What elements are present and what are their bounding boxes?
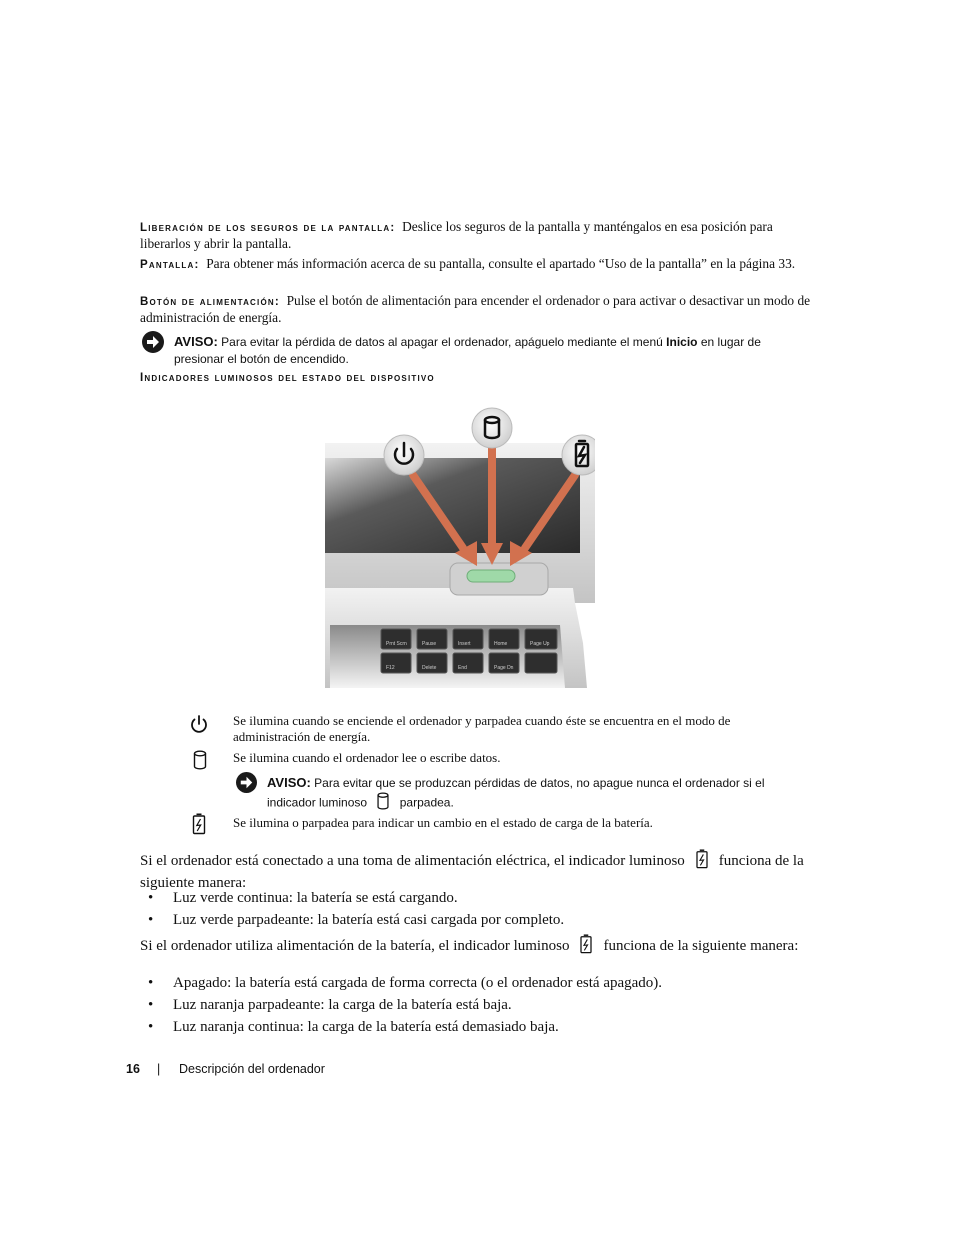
battery-icon (192, 813, 206, 840)
notice-1-label: AVISO: (174, 334, 218, 349)
text-boton: Pulse el botón de alimentación para encender el ordenador o para activar o desactivar un modo de administración de energía. (140, 293, 811, 326)
heading-indicadores: Indicadores luminosos del estado del dispositivo (140, 372, 435, 384)
key-label: Page Dn (494, 665, 514, 671)
text-pantalla: Para obtener más información acerca de su pantalla, consulte el apartado “Uso de la pantalla” en la página 33. (206, 256, 796, 271)
batt-text-a: Si el ordenador utiliza alimentación de la batería, el indicador luminoso (140, 938, 570, 955)
key-label: End (458, 665, 467, 671)
battery-indicator-desc: Se ilumina o parpadea para indicar un cambio en el estado de carga de la batería. (233, 815, 653, 830)
battery-icon (695, 849, 709, 875)
list-item: • Luz naranja parpadeante: la carga de la batería está baja. (148, 997, 512, 1013)
hard-drive-icon (376, 792, 390, 815)
ac-paragraph (140, 849, 820, 892)
key-label: F12 (386, 665, 395, 671)
notice-1-bold: Inicio (666, 335, 698, 349)
heading-boton: Botón de alimentación: (140, 296, 280, 308)
key-label: Home (494, 641, 508, 647)
ac-text-a: Si el ordenador está conectado a una toma de alimentación eléctrica, el indicador luminoso (140, 853, 685, 870)
list-item: • Luz naranja continua: la carga de la batería está demasiado baja. (148, 1019, 559, 1035)
key-label: Prnt Scrn (386, 641, 407, 647)
notice-2-label: AVISO: (267, 775, 311, 790)
notice-2 (267, 774, 797, 815)
battery-paragraph (140, 934, 820, 960)
para-pantalla (140, 256, 812, 273)
heading-liberacion: Liberación de los seguros de la pantalla: (140, 222, 396, 234)
footer-title: Descripción del ordenador (179, 1062, 325, 1076)
drive-indicator-desc: Se ilumina cuando el ordenador lee o escribe datos. (233, 750, 501, 765)
batt-text-b: funciona de la siguiente manera: (603, 938, 799, 955)
ac-text-b: funciona de la siguiente manera: (140, 853, 804, 891)
heading-pantalla: Pantalla: (140, 259, 200, 271)
power-icon (189, 714, 209, 739)
page-number: 16 (126, 1062, 140, 1076)
key-label: Pause (422, 641, 437, 647)
list-item: • Luz verde parpadeante: la batería está casi cargada por completo. (148, 912, 565, 928)
notice-1-text-a: Para evitar la pérdida de datos al apagar el ordenador, apáguelo mediante el menú (221, 335, 663, 349)
hard-drive-icon (193, 750, 207, 775)
notice-1 (174, 333, 814, 368)
power-indicator-desc: Se ilumina cuando se enciende el ordenador y parpadea cuando éste se encuentra en el modo de administración de energía. (233, 713, 731, 744)
notice-arrow-icon (142, 331, 164, 353)
battery-icon (579, 934, 593, 960)
list-item: • Apagado: la batería está cargada de forma correcta (o el ordenador está apagado). (148, 975, 663, 991)
text-liberacion: Deslice los seguros de la pantalla y manténgalos en esa posición para liberarlos y abrir la pantalla. (140, 219, 773, 252)
notice-2-text-b: parpadea. (399, 795, 454, 810)
key-label: Insert (458, 641, 471, 647)
list-item: • Luz verde continua: la batería se está cargando. (148, 890, 458, 906)
key-label: Delete (422, 665, 437, 671)
notice-1-text-b: en lugar de presionar el botón de encendido. (174, 335, 761, 366)
key-label: Page Up (530, 641, 550, 647)
notice-2-text-a: Para evitar que se produzcan pérdidas de datos, no apague nunca el ordenador si el indicador luminoso (267, 776, 765, 810)
notice-arrow-icon (236, 772, 257, 793)
para-liberacion (140, 219, 812, 253)
footer-separator: | (157, 1062, 161, 1076)
para-boton (140, 293, 812, 327)
status-lights-figure (325, 403, 595, 688)
